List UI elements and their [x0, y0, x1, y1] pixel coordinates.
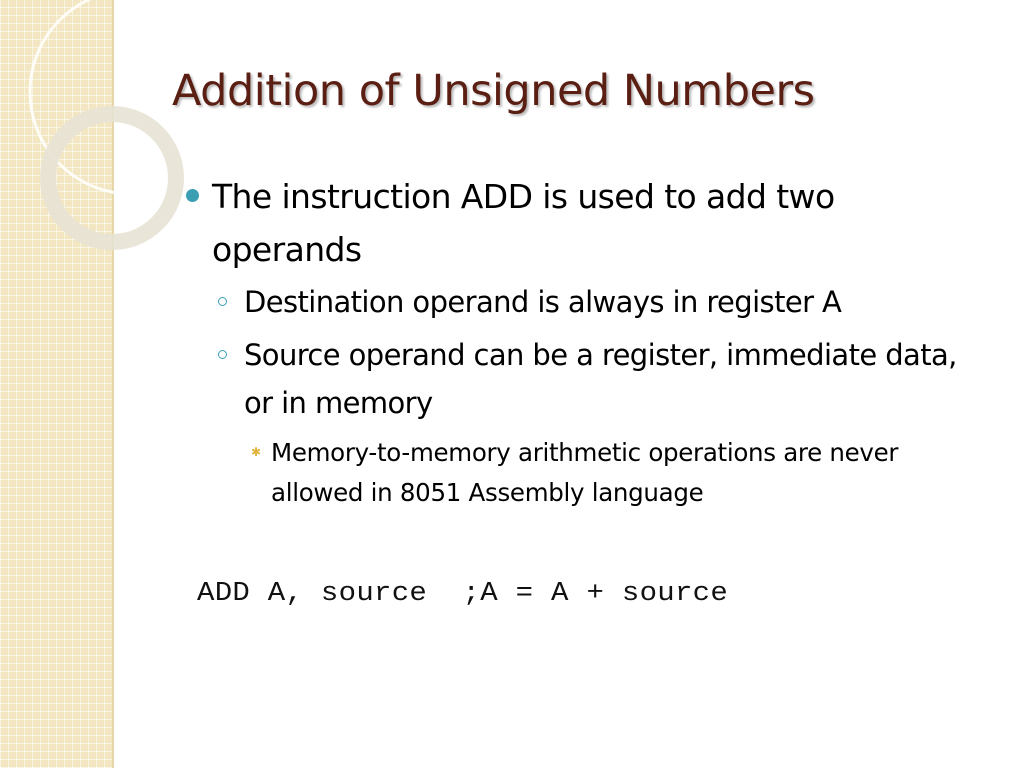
side-panel-edge [112, 0, 114, 768]
bullet-ring-icon [218, 350, 227, 359]
bullet-text: Source operand can be a register, immediate data, or in memory [244, 338, 957, 420]
bullet-text: The instruction ADD is used to add two operands [212, 177, 835, 269]
slide-content [180, 170, 980, 513]
slide-title: Addition of Unsigned Numbers [172, 66, 815, 116]
bullet-star-icon: ✱ [251, 445, 261, 459]
bullet-text: Destination operand is always in register A [244, 285, 842, 319]
bullet-ring-icon [218, 297, 227, 306]
bullet-dot-icon [186, 189, 199, 202]
decorative-side-panel [0, 0, 112, 768]
code-example: ADD A, source ;A = A + source [197, 578, 729, 609]
bullet-item-level2 [180, 331, 964, 427]
bullet-item-level2 [180, 278, 964, 326]
bullet-item-level3 [180, 433, 931, 513]
bullet-text: Memory-to-memory arithmetic operations are never allowed in 8051 Assembly language [271, 438, 899, 507]
bullet-item-level1 [180, 170, 982, 276]
